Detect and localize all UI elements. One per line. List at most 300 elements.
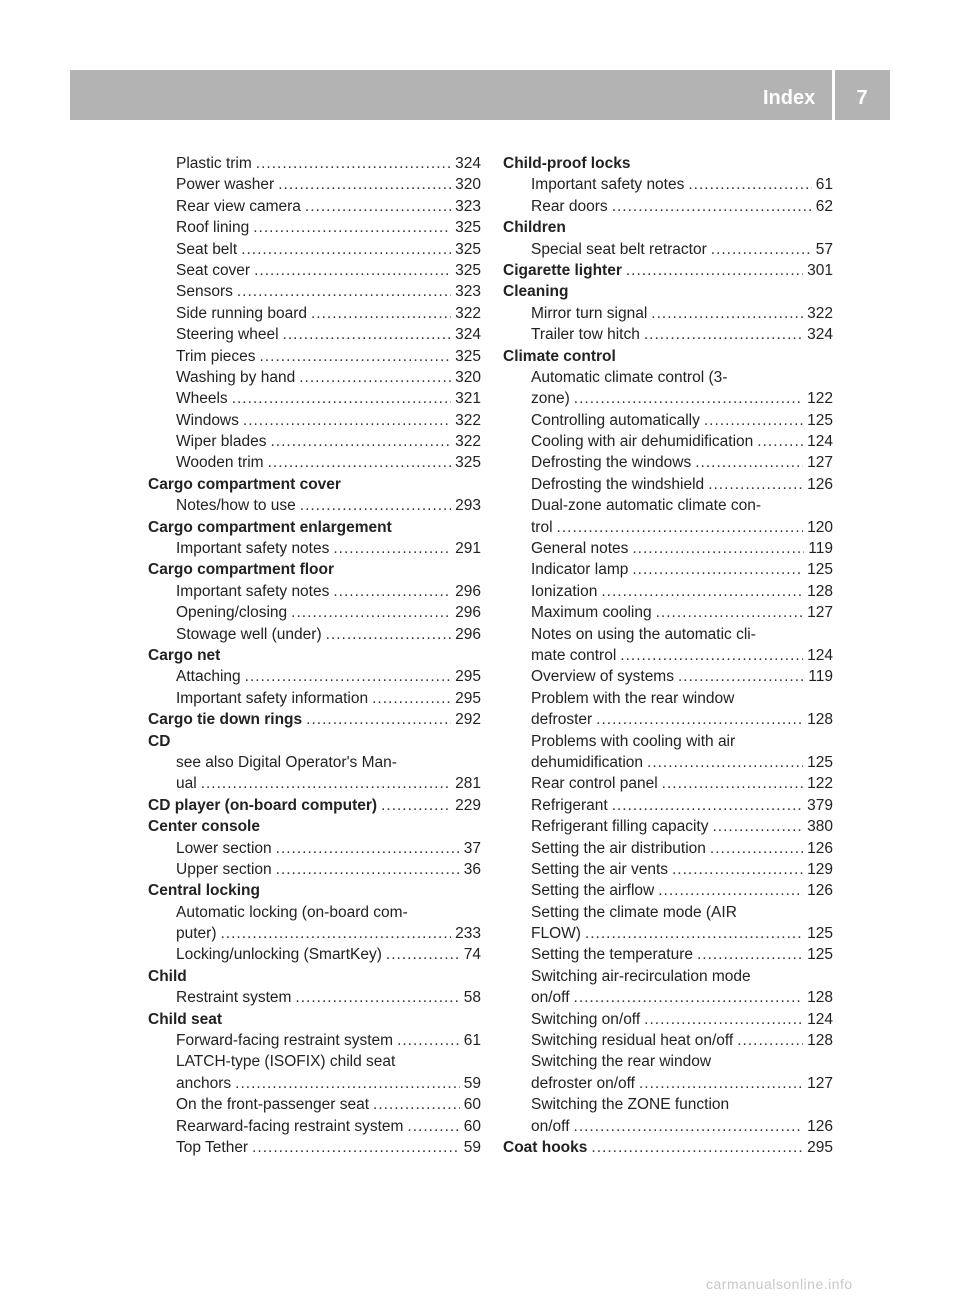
entry-label: trol xyxy=(531,518,553,536)
entry-page-number: 124 xyxy=(807,433,833,451)
leader-dots xyxy=(574,1116,804,1137)
entry-label: Wooden trim xyxy=(176,454,264,472)
entry-page-number: 60 xyxy=(463,1096,481,1114)
index-entry xyxy=(503,559,833,580)
entry-page-number: 322 xyxy=(455,433,481,451)
index-entry xyxy=(148,495,481,516)
index-entry xyxy=(503,410,833,431)
index-entry xyxy=(148,773,481,794)
leader-dots xyxy=(270,431,451,452)
index-entry xyxy=(148,624,481,645)
index-entry xyxy=(503,495,833,516)
index-heading xyxy=(148,816,481,837)
index-entry xyxy=(503,602,833,623)
index-entry xyxy=(148,281,481,302)
leader-dots xyxy=(620,645,803,666)
index-entry xyxy=(503,624,833,645)
leader-dots xyxy=(278,174,451,195)
entry-page-number: 57 xyxy=(815,240,833,258)
page-number: 7 xyxy=(856,87,868,109)
entry-label: Notes on using the automatic cli- xyxy=(531,625,756,643)
entry-label: Side running board xyxy=(176,304,307,322)
leader-dots xyxy=(311,303,451,324)
leader-dots xyxy=(711,239,812,260)
entry-label: Defrosting the windows xyxy=(531,454,692,472)
entry-label: Plastic trim xyxy=(176,155,252,172)
index-entry xyxy=(148,346,481,367)
entry-label: Cargo compartment enlargement xyxy=(148,518,392,536)
entry-label: ual xyxy=(176,775,197,793)
index-entry xyxy=(503,795,833,816)
entry-page-number: 127 xyxy=(807,454,833,472)
entry-label: Sensors xyxy=(176,283,233,301)
index-entry xyxy=(503,324,833,345)
entry-label: Roof lining xyxy=(176,219,250,237)
leader-dots xyxy=(237,281,451,302)
entry-page-number: 323 xyxy=(455,197,481,215)
leader-dots xyxy=(557,517,804,538)
entry-label: Central locking xyxy=(148,882,260,900)
entry-page-number: 61 xyxy=(463,1032,481,1050)
leader-dots xyxy=(651,303,803,324)
leader-dots xyxy=(221,923,452,944)
entry-page-number: 128 xyxy=(807,711,833,729)
leader-dots xyxy=(326,624,452,645)
entry-page-number: 323 xyxy=(455,283,481,301)
leader-dots xyxy=(381,795,451,816)
leader-dots xyxy=(710,838,803,859)
entry-page-number: 324 xyxy=(807,326,833,344)
entry-label: mate control xyxy=(531,646,617,664)
entry-page-number: 325 xyxy=(455,454,481,472)
index-entry xyxy=(503,303,833,324)
entry-label: Cargo net xyxy=(148,646,221,664)
index-entry xyxy=(503,987,833,1008)
index-entry xyxy=(148,410,481,431)
index-entry xyxy=(503,709,833,730)
index-entry xyxy=(503,1116,833,1137)
entry-page-number: 127 xyxy=(807,604,833,622)
leader-dots xyxy=(632,559,803,580)
entry-label: Power washer xyxy=(176,176,275,194)
leader-dots xyxy=(268,452,452,473)
index-entry xyxy=(503,388,833,409)
entry-page-number: 325 xyxy=(455,219,481,237)
index-entry xyxy=(148,324,481,345)
entry-label: Mirror turn signal xyxy=(531,304,648,322)
leader-dots xyxy=(596,709,803,730)
entry-page-number: 125 xyxy=(807,753,833,771)
entry-page-number: 128 xyxy=(807,989,833,1007)
entry-page-number: 322 xyxy=(807,304,833,322)
leader-dots xyxy=(372,688,451,709)
index-entry xyxy=(148,303,481,324)
index-heading xyxy=(148,880,481,901)
index-entry xyxy=(503,431,833,452)
index-entry xyxy=(148,196,481,217)
index-entry xyxy=(148,1073,481,1094)
entry-label: Problems with cooling with air xyxy=(531,732,736,750)
entry-page-number: 129 xyxy=(807,860,833,878)
leader-dots xyxy=(397,1030,460,1051)
entry-page-number: 59 xyxy=(463,1138,481,1156)
index-heading xyxy=(148,474,481,495)
entry-label: anchors xyxy=(176,1074,232,1092)
entry-label: Top Tether xyxy=(176,1138,249,1156)
entry-page-number: 124 xyxy=(807,1010,833,1028)
entry-label: FLOW) xyxy=(531,925,581,943)
index-entry xyxy=(148,859,481,880)
entry-page-number: 125 xyxy=(807,561,833,579)
index-heading xyxy=(503,153,833,174)
entry-label: puter) xyxy=(176,925,217,943)
index-entry xyxy=(503,1030,833,1051)
index-heading xyxy=(503,346,833,367)
index-heading xyxy=(503,281,833,302)
entry-page-number: 379 xyxy=(807,796,833,814)
index-entry xyxy=(148,944,481,965)
entry-page-number: 126 xyxy=(807,882,833,900)
leader-dots xyxy=(632,538,804,559)
entry-page-number: 122 xyxy=(807,775,833,793)
index-entry xyxy=(148,1030,481,1051)
leader-dots xyxy=(757,431,803,452)
entry-page-number: 125 xyxy=(807,925,833,943)
index-entry xyxy=(148,923,481,944)
index-entry xyxy=(148,1051,481,1072)
entry-label: Special seat belt retractor xyxy=(531,240,707,258)
entry-label: Climate control xyxy=(503,347,616,365)
index-entry xyxy=(503,838,833,859)
index-heading xyxy=(148,517,481,538)
entry-page-number: 281 xyxy=(455,775,481,793)
entry-label: CD player (on-board computer) xyxy=(148,796,378,814)
leader-dots xyxy=(644,324,803,345)
index-entry xyxy=(503,517,833,538)
watermark: carmanualsonline.info xyxy=(706,1276,853,1292)
leader-dots xyxy=(612,795,803,816)
entry-page-number: 301 xyxy=(807,261,833,279)
entry-page-number: 322 xyxy=(455,411,481,429)
entry-label: Setting the climate mode (AIR xyxy=(531,903,737,921)
entry-page-number: 296 xyxy=(455,582,481,600)
entry-label: Child xyxy=(148,967,187,985)
leader-dots xyxy=(291,602,451,623)
leader-dots xyxy=(688,174,811,195)
leader-dots xyxy=(276,859,460,880)
index-entry xyxy=(503,239,833,260)
entry-label: LATCH-type (ISOFIX) child seat xyxy=(176,1053,396,1071)
entry-label: Ionization xyxy=(531,582,598,600)
entry-label: Washing by hand xyxy=(176,368,296,386)
entry-page-number: 295 xyxy=(807,1138,833,1156)
index-entry xyxy=(503,880,833,901)
leader-dots xyxy=(639,1073,803,1094)
leader-dots xyxy=(601,581,803,602)
leader-dots xyxy=(333,581,451,602)
entry-label: Cargo tie down rings xyxy=(148,711,303,729)
entry-page-number: 320 xyxy=(455,176,481,194)
entry-label: Rear view camera xyxy=(176,197,301,215)
index-entry xyxy=(148,752,481,773)
entry-page-number: 320 xyxy=(455,368,481,386)
index-entry xyxy=(148,431,481,452)
leader-dots xyxy=(656,602,804,623)
leader-dots xyxy=(254,260,451,281)
entry-label: Switching residual heat on/off xyxy=(531,1032,734,1050)
entry-label: Wheels xyxy=(176,390,228,408)
section-title: Index xyxy=(763,87,816,109)
entry-page-number: 62 xyxy=(815,197,833,215)
entry-label: Steering wheel xyxy=(176,326,279,344)
entry-label: Automatic climate control (3- xyxy=(531,368,728,386)
entry-page-number: 295 xyxy=(455,668,481,686)
entry-label: Trim pieces xyxy=(176,347,256,365)
index-heading xyxy=(148,709,481,730)
entry-page-number: 324 xyxy=(455,326,481,344)
entry-page-number: 380 xyxy=(807,818,833,836)
entry-label: Restraint system xyxy=(176,989,292,1007)
leader-dots xyxy=(662,773,803,794)
index-entry xyxy=(148,217,481,238)
leader-dots xyxy=(672,859,803,880)
index-entry xyxy=(503,1094,833,1115)
entry-label: Cigarette lighter xyxy=(503,261,622,279)
index-entry xyxy=(503,1073,833,1094)
entry-page-number: 229 xyxy=(455,796,481,814)
index-entry xyxy=(503,966,833,987)
leader-dots xyxy=(704,410,803,431)
index-entry xyxy=(503,923,833,944)
index-entry xyxy=(148,174,481,195)
entry-label: General notes xyxy=(531,540,629,558)
entry-label: on/off xyxy=(531,1117,570,1135)
entry-page-number: 74 xyxy=(463,946,481,964)
entry-label: Important safety notes xyxy=(531,176,685,194)
entry-page-number: 325 xyxy=(455,261,481,279)
entry-label: Cooling with air dehumidification xyxy=(531,433,754,451)
leader-dots xyxy=(300,495,451,516)
leader-dots xyxy=(276,838,460,859)
entry-label: Coat hooks xyxy=(503,1138,588,1156)
index-entry xyxy=(503,731,833,752)
leader-dots xyxy=(626,260,803,281)
leader-dots xyxy=(678,666,804,687)
entry-label: Important safety notes xyxy=(176,540,330,558)
entry-label: Opening/closing xyxy=(176,604,288,622)
index-entry xyxy=(148,688,481,709)
index-heading xyxy=(503,1137,833,1158)
entry-label: dehumidification xyxy=(531,753,644,771)
entry-label: Attaching xyxy=(176,668,241,686)
leader-dots xyxy=(574,388,803,409)
leader-dots xyxy=(695,452,803,473)
entry-label: Rear control panel xyxy=(531,775,658,793)
entry-label: On the front-passenger seat xyxy=(176,1096,370,1114)
index-entry xyxy=(503,367,833,388)
entry-label: Indicator lamp xyxy=(531,561,629,579)
leader-dots xyxy=(612,196,812,217)
entry-label: Seat belt xyxy=(176,240,238,258)
entry-label: Switching the rear window xyxy=(531,1053,712,1071)
entry-page-number: 321 xyxy=(455,390,481,408)
entry-page-number: 233 xyxy=(455,925,481,943)
entry-label: Automatic locking (on-board com- xyxy=(176,903,408,921)
entry-page-number: 36 xyxy=(463,860,481,878)
entry-page-number: 60 xyxy=(463,1117,481,1135)
entry-label: Cargo compartment cover xyxy=(148,475,341,493)
entry-page-number: 124 xyxy=(807,646,833,664)
index-entry xyxy=(503,816,833,837)
leader-dots xyxy=(386,944,460,965)
entry-label: Switching the ZONE function xyxy=(531,1096,730,1114)
index-entry xyxy=(503,902,833,923)
index-entry xyxy=(148,1094,481,1115)
leader-dots xyxy=(252,1137,460,1158)
index-entry xyxy=(148,153,481,174)
index-entry xyxy=(503,773,833,794)
leader-dots xyxy=(712,816,803,837)
index-entry xyxy=(503,474,833,495)
entry-label: Notes/how to use xyxy=(176,497,296,515)
entry-page-number: 293 xyxy=(455,497,481,515)
entry-label: Refrigerant filling capacity xyxy=(531,818,709,836)
entry-page-number: 126 xyxy=(807,839,833,857)
entry-label: Refrigerant xyxy=(531,796,608,814)
entry-label: Switching air-recirculation mode xyxy=(531,967,751,985)
leader-dots xyxy=(591,1137,803,1158)
entry-label: Switching on/off xyxy=(531,1010,641,1028)
entry-label: Defrosting the windshield xyxy=(531,475,705,493)
entry-page-number: 128 xyxy=(807,582,833,600)
entry-page-number: 58 xyxy=(463,989,481,1007)
leader-dots xyxy=(283,324,452,345)
leader-dots xyxy=(235,1073,460,1094)
index-entry xyxy=(148,838,481,859)
index-entry xyxy=(503,944,833,965)
entry-label: Lower section xyxy=(176,839,272,857)
leader-dots xyxy=(585,923,803,944)
entry-page-number: 119 xyxy=(808,540,833,558)
leader-dots xyxy=(644,1009,803,1030)
leader-dots xyxy=(708,474,803,495)
entry-label: Children xyxy=(503,219,566,237)
leader-dots xyxy=(295,987,459,1008)
index-entry xyxy=(148,902,481,923)
entry-page-number: 295 xyxy=(455,689,481,707)
index-heading xyxy=(503,260,833,281)
leader-dots xyxy=(299,367,451,388)
header-divider xyxy=(832,70,835,120)
index-entry xyxy=(503,688,833,709)
leader-dots xyxy=(241,239,451,260)
leader-dots xyxy=(253,217,451,238)
entry-page-number: 291 xyxy=(455,540,481,558)
entry-label: Overview of systems xyxy=(531,668,674,686)
index-heading xyxy=(148,731,481,752)
leader-dots xyxy=(647,752,803,773)
entry-label: Setting the air vents xyxy=(531,860,668,878)
index-entry xyxy=(503,1009,833,1030)
index-entry xyxy=(148,987,481,1008)
index-column-right xyxy=(503,153,833,1158)
entry-label: Center console xyxy=(148,818,260,836)
index-heading xyxy=(148,645,481,666)
index-entry xyxy=(148,239,481,260)
entry-label: Windows xyxy=(176,411,239,429)
entry-page-number: 126 xyxy=(807,1117,833,1135)
index-entry xyxy=(503,174,833,195)
index-entry xyxy=(148,452,481,473)
index-entry xyxy=(148,581,481,602)
entry-label: Problem with the rear window xyxy=(531,689,735,707)
index-entry xyxy=(148,367,481,388)
entry-label: Locking/unlocking (SmartKey) xyxy=(176,946,382,964)
leader-dots xyxy=(333,538,451,559)
index-entry xyxy=(503,645,833,666)
index-heading xyxy=(503,217,833,238)
index-entry xyxy=(148,1137,481,1158)
index-heading xyxy=(148,1009,481,1030)
entry-page-number: 296 xyxy=(455,625,481,643)
entry-page-number: 126 xyxy=(807,475,833,493)
leader-dots xyxy=(201,773,451,794)
entry-label: Maximum cooling xyxy=(531,604,652,622)
leader-dots xyxy=(245,666,451,687)
entry-label: Setting the temperature xyxy=(531,946,693,964)
leader-dots xyxy=(243,410,451,431)
leader-dots xyxy=(737,1030,803,1051)
index-entry xyxy=(148,666,481,687)
entry-label: Forward-facing restraint system xyxy=(176,1032,394,1050)
index-entry xyxy=(503,196,833,217)
entry-page-number: 37 xyxy=(463,839,481,857)
leader-dots xyxy=(256,153,451,174)
entry-label: Setting the airflow xyxy=(531,882,655,900)
index-column-left xyxy=(148,153,481,1158)
index-heading xyxy=(148,559,481,580)
leader-dots xyxy=(260,346,452,367)
entry-label: on/off xyxy=(531,989,570,1007)
entry-label: zone) xyxy=(531,390,570,408)
entry-label: Child seat xyxy=(148,1010,223,1028)
index-heading xyxy=(148,795,481,816)
index-entry xyxy=(503,538,833,559)
entry-page-number: 322 xyxy=(455,304,481,322)
index-heading xyxy=(148,966,481,987)
leader-dots xyxy=(574,987,804,1008)
index-entry xyxy=(503,859,833,880)
entry-label: CD xyxy=(148,732,171,750)
index-entry xyxy=(148,538,481,559)
entry-page-number: 61 xyxy=(815,176,833,194)
entry-label: Cargo compartment floor xyxy=(148,561,335,579)
entry-label: Important safety information xyxy=(176,689,369,707)
index-entry xyxy=(503,1051,833,1072)
index-entry xyxy=(503,666,833,687)
entry-page-number: 128 xyxy=(807,1032,833,1050)
entry-page-number: 324 xyxy=(455,155,481,172)
leader-dots xyxy=(232,388,451,409)
entry-label: Rear doors xyxy=(531,197,608,215)
entry-label: Child-proof locks xyxy=(503,155,631,172)
leader-dots xyxy=(658,880,803,901)
index-entry xyxy=(503,452,833,473)
entry-label: Rearward-facing restraint system xyxy=(176,1117,404,1135)
entry-label: Cleaning xyxy=(503,283,569,301)
entry-label: see also Digital Operator's Man- xyxy=(176,753,397,771)
index-entry xyxy=(148,602,481,623)
